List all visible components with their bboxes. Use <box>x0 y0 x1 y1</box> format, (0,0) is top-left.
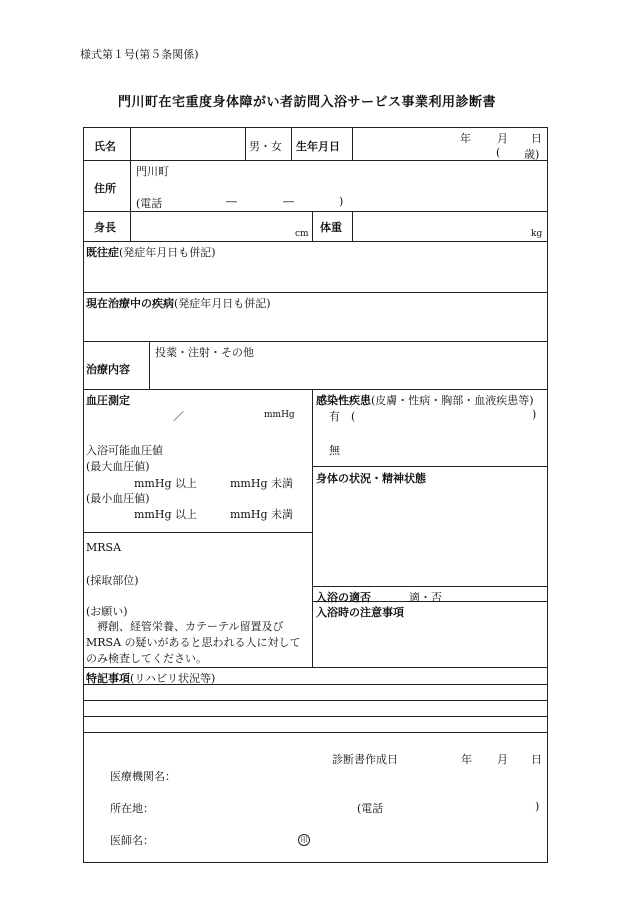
created-date-label: 診断書作成日 <box>332 753 398 766</box>
height-label: 身長 <box>94 221 116 234</box>
bath-suitability-options: 適・否 <box>409 591 442 604</box>
infection-yes: 有 ( <box>329 410 356 423</box>
bp-max-value: mmHg 以上 mmHg 未満 <box>134 477 293 490</box>
address-phone-dash-1: ― <box>226 195 237 208</box>
history-label: 既往症 <box>86 246 119 259</box>
seal-mark <box>298 832 310 846</box>
created-day: 日 <box>531 753 542 766</box>
current-disease-heading <box>86 295 271 311</box>
bp-unit: mmHg <box>264 410 295 420</box>
current-disease-label: 現在治療中の疾病 <box>86 297 174 310</box>
history-heading <box>86 244 216 260</box>
mrsa-request-line-3: のみ検査してください。 <box>86 652 207 665</box>
bp-label: 血圧測定 <box>86 394 130 407</box>
bp-min-value: mmHg 以上 mmHg 未満 <box>134 508 293 521</box>
mrsa-request-label: (お願い) <box>86 605 128 618</box>
history-note: (発症年月日も併記) <box>119 246 216 259</box>
mrsa-site: (採取部位) <box>86 574 139 587</box>
footer-phone-open: (電話 <box>357 802 384 815</box>
weight-unit: kg <box>531 229 543 239</box>
special-label: 特記事項 <box>86 672 130 685</box>
doctor-label: 医師名： <box>110 834 154 847</box>
address-phone-open: (電話 <box>136 197 163 210</box>
current-disease-note: (発症年月日も併記) <box>174 297 271 310</box>
mrsa-request-line-2: MRSA の疑いがあると思われる人に対して <box>86 636 301 649</box>
dob-day: 日 <box>531 132 542 145</box>
location-label: 所在地： <box>110 802 154 815</box>
special-heading <box>86 670 215 686</box>
bp-min-label: (最小血圧値) <box>86 492 150 505</box>
infection-label: 感染性疾患 <box>316 394 371 407</box>
seal-icon: 印 <box>298 834 310 846</box>
infection-yes-close: ) <box>532 408 537 421</box>
created-year: 年 <box>461 753 472 766</box>
infection-no: 無 <box>329 444 340 457</box>
treatment-options: 投薬・注射・その他 <box>155 346 254 359</box>
dob-month: 月 <box>497 132 508 145</box>
bp-possible-label: 入浴可能血圧値 <box>86 444 163 457</box>
age-open: ( <box>496 146 501 159</box>
address-phone-dash-2: ― <box>283 195 294 208</box>
created-month: 月 <box>497 753 508 766</box>
institution-label: 医療機関名： <box>110 770 176 783</box>
weight-label: 体重 <box>320 221 342 234</box>
dob-year: 年 <box>460 132 471 145</box>
footer-phone-close: ) <box>535 800 540 813</box>
age-label: 歳) <box>524 148 540 161</box>
bath-suitability-label: 入浴の適否 <box>316 591 371 604</box>
address-phone-close: ) <box>339 195 344 208</box>
mrsa-label: MRSA <box>86 541 122 554</box>
special-note: (リハビリ状況等) <box>130 672 216 685</box>
infection-heading <box>316 392 534 408</box>
sex-label: 男・女 <box>249 140 282 153</box>
address-town: 門川町 <box>136 165 169 178</box>
bp-max-label: (最大血圧値) <box>86 460 150 473</box>
infection-note: (皮膚・性病・胸部・血液疾患等) <box>371 394 534 407</box>
document-title: 門川町在宅重度身体障がい者訪問入浴サービス事業利用診断書 <box>118 95 497 110</box>
bp-slash: ／ <box>173 410 184 423</box>
form-number: 様式第１号(第５条関係) <box>80 48 199 61</box>
mrsa-request-line-1: 褥創、経管栄養、カテーテル留置及び <box>97 620 284 633</box>
name-label: 氏名 <box>94 140 116 153</box>
dob-label: 生年月日 <box>296 140 340 153</box>
condition-label: 身体の状況・精神状態 <box>316 472 426 485</box>
height-unit: cm <box>295 229 309 239</box>
bath-notes-label: 入浴時の注意事項 <box>316 606 404 619</box>
treatment-label: 治療内容 <box>86 363 130 376</box>
address-label: 住所 <box>94 182 116 195</box>
